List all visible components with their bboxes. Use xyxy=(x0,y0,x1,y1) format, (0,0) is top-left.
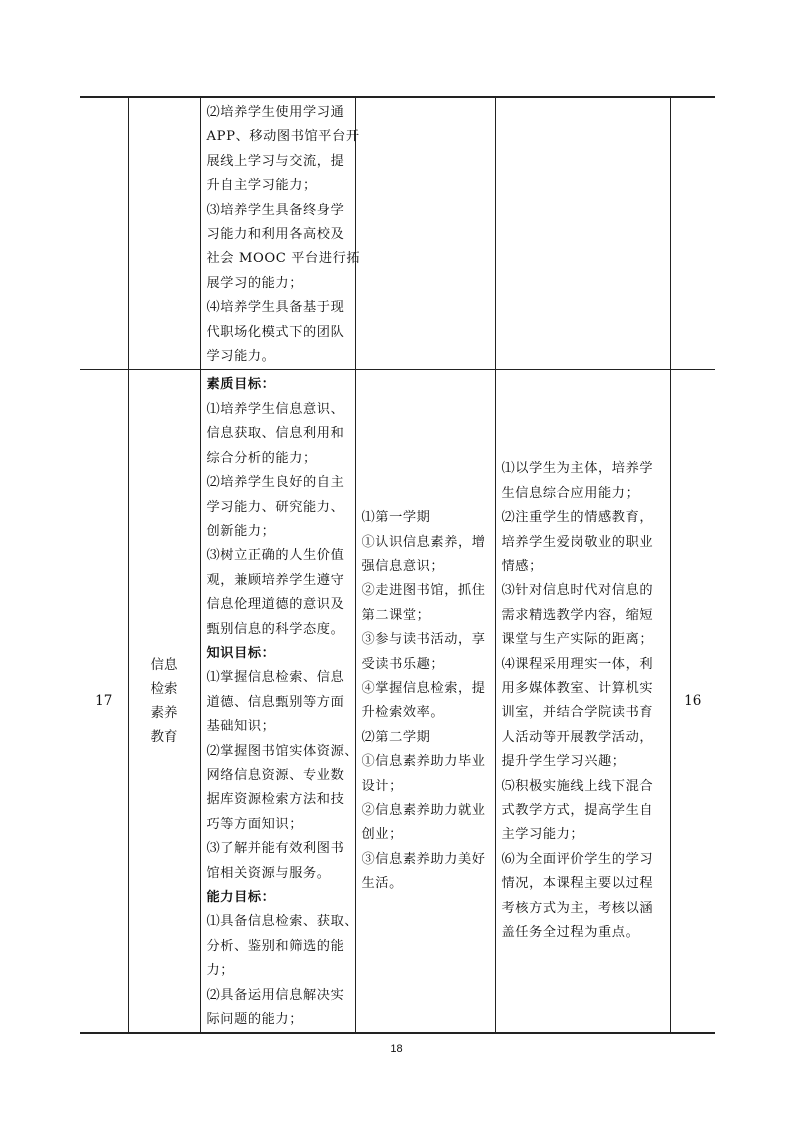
section-heading: 能力目标： xyxy=(206,890,276,905)
text-line: 代职场化模式下的团队 xyxy=(206,324,345,340)
text-line: 际问题的能力； xyxy=(206,1012,304,1028)
course-content-cell xyxy=(355,97,495,370)
text-line: 提升学生学习兴趣； xyxy=(501,754,626,770)
text-line: 道德、信息甄别等方面 xyxy=(206,694,345,710)
course-content-text xyxy=(356,506,495,897)
text-line: 巧等方面知识； xyxy=(206,816,304,832)
hours-cell: 16 xyxy=(670,370,715,1033)
text-line: 展线上学习与交流，提 xyxy=(206,153,345,169)
course-goals-text xyxy=(201,373,359,1032)
text-line: 考核方式为主，考核以涵 xyxy=(501,900,654,916)
text-line: ⑵第二学期 xyxy=(361,729,431,745)
table-row xyxy=(80,370,715,1033)
text-line: 盖任务全过程为重点。 xyxy=(501,925,640,941)
text-line: 式教学方式，提高学生自 xyxy=(501,803,654,819)
teaching-requirements-cell xyxy=(495,97,670,370)
text-line: 升检索效率。 xyxy=(361,705,445,721)
text-line: 设计； xyxy=(361,778,403,794)
text-line: 学习能力、研究能力、 xyxy=(206,499,345,515)
text-line: 教育 xyxy=(150,729,178,746)
text-line: ⑵注重学生的情感教育， xyxy=(501,510,654,526)
text-line: ⑸积极实施线上线下混合 xyxy=(501,778,654,794)
course-number-cell xyxy=(80,97,128,370)
course-number-cell: 17 xyxy=(80,370,128,1033)
text-line: 展学习的能力； xyxy=(206,275,304,291)
text-line: ⑴第一学期 xyxy=(361,510,431,526)
text-line: 强信息意识； xyxy=(361,559,445,575)
text-line: 网络信息资源、专业数 xyxy=(206,767,345,783)
text-line: ⑷培养学生具备基于现 xyxy=(206,300,345,316)
text-line: 学习能力。 xyxy=(206,349,276,365)
text-line: 馆相关资源与服务。 xyxy=(206,865,331,881)
text-line: ⑴以学生为主体，培养学 xyxy=(501,461,654,477)
text-line: ⑵培养学生使用学习通 xyxy=(206,105,345,120)
text-line: 培养学生爱岗敬业的职业 xyxy=(501,534,654,550)
text-line: ②信息素养助力就业 xyxy=(361,803,486,819)
text-line: ⑴掌握信息检索、信息 xyxy=(206,670,345,686)
text-line: ①信息素养助力毕业 xyxy=(361,754,486,770)
text-line: 信息 xyxy=(150,657,178,674)
text-line: ⑷课程采用理实一体，利 xyxy=(501,656,654,672)
course-goals-cell xyxy=(200,370,359,1033)
curriculum-table xyxy=(80,96,715,1034)
text-line: 第二课堂； xyxy=(361,607,431,623)
text-line: ⑴具备信息检索、获取、 xyxy=(206,914,359,930)
text-line: ③信息素养助力美好 xyxy=(361,851,486,867)
section-heading: 素质目标： xyxy=(206,377,276,393)
text-line: 人活动等开展教学活动， xyxy=(501,729,654,745)
text-line: ⑵掌握图书馆实体资源、 xyxy=(206,743,359,759)
text-line: ②走进图书馆，抓住 xyxy=(361,583,486,599)
text-line: ⑵具备运用信息解决实 xyxy=(206,987,345,1003)
text-line: ⑶树立正确的人生价值 xyxy=(206,548,345,564)
text-line: 升自主学习能力； xyxy=(206,178,317,194)
text-line: 需求精选教学内容，缩短 xyxy=(501,607,654,623)
page-number: 18 xyxy=(390,1043,403,1055)
text-line: ⑹为全面评价学生的学习 xyxy=(501,851,654,867)
text-line: 信息伦理道德的意识及 xyxy=(206,597,345,613)
text-line: 综合分析的能力； xyxy=(206,450,317,466)
text-line: 主学习能力； xyxy=(501,827,585,843)
text-line: ①认识信息素养，增 xyxy=(361,534,486,550)
text-line: 课堂与生产实际的距离； xyxy=(501,632,654,648)
course-goals-text xyxy=(201,101,361,369)
text-line: 创新能力； xyxy=(206,523,276,539)
text-line: 信息获取、信息利用和 xyxy=(206,426,345,442)
text-line: 用多媒体教室、计算机实 xyxy=(501,681,654,697)
text-line: 情感； xyxy=(501,559,543,575)
text-line: ⑶了解并能有效利图书 xyxy=(206,841,345,857)
course-name-text xyxy=(129,653,200,749)
text-line: APP、移动图书馆平台开 xyxy=(206,129,360,145)
text-line: 习能力和利用各高校及 xyxy=(206,227,345,243)
text-line: ⑵培养学生良好的自主 xyxy=(206,475,345,491)
course-name-cell xyxy=(128,370,200,1033)
text-line: 受读书乐趣； xyxy=(361,656,445,672)
text-line: ⑶培养学生具备终身学 xyxy=(206,202,345,218)
course-goals-cell xyxy=(200,97,361,370)
text-line: ③参与读书活动，享 xyxy=(361,632,486,648)
table-row xyxy=(80,97,715,370)
text-line: 社会 MOOC 平台进行拓 xyxy=(206,251,361,267)
text-line: 力； xyxy=(206,963,235,979)
hours-cell xyxy=(670,97,715,370)
course-content-cell xyxy=(355,370,495,1033)
text-line: ⑶针对信息时代对信息的 xyxy=(501,583,654,599)
text-line: 情况，本课程主要以过程 xyxy=(501,876,654,892)
course-name-cell xyxy=(128,97,200,370)
section-heading: 知识目标： xyxy=(206,645,276,661)
text-line: 生信息综合应用能力； xyxy=(501,485,640,501)
text-line: 素养 xyxy=(150,705,178,722)
text-line: 据库资源检索方法和技 xyxy=(206,792,345,808)
text-line: 创业； xyxy=(361,827,403,843)
text-line: 分析、鉴别和筛选的能 xyxy=(206,938,345,954)
text-line: 生活。 xyxy=(361,876,403,892)
teaching-requirements-text xyxy=(496,457,670,945)
text-line: 观，兼顾培养学生遵守 xyxy=(206,572,345,588)
text-line: ④掌握信息检索，提 xyxy=(361,681,486,697)
text-line: 检索 xyxy=(150,681,178,698)
text-line: ⑴培养学生信息意识、 xyxy=(206,401,345,417)
text-line: 甄别信息的科学态度。 xyxy=(206,621,345,637)
teaching-requirements-cell xyxy=(495,370,670,1033)
text-line: 基础知识； xyxy=(206,719,276,735)
text-line: 训室，并结合学院读书育 xyxy=(501,705,654,721)
